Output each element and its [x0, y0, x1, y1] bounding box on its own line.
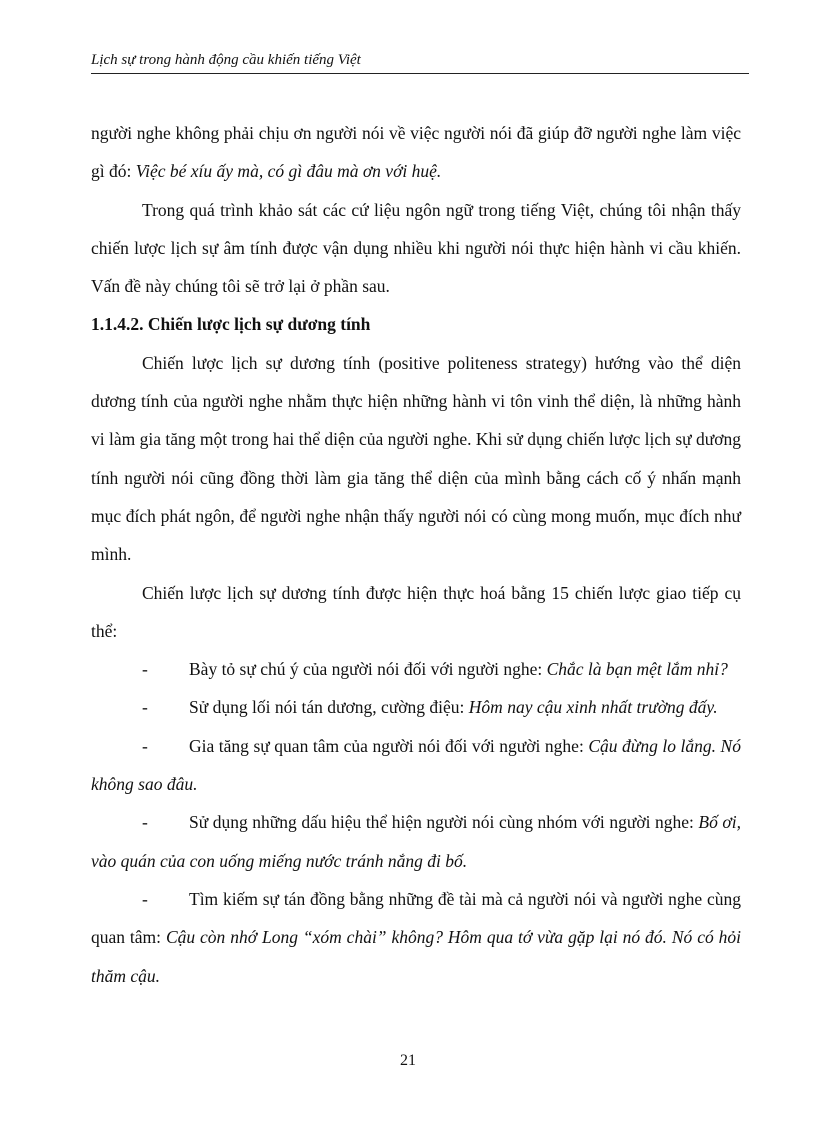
paragraph-text: Chiến lược lịch sự dương tính (positive politeness strategy) hướng vào thể diện dương tính của người nghe nhằm thực hiện những hành vi tôn vinh thể diện, là những hành vi làm gia tăng một trong hai thể diện của người nghe. Khi sử dụng chiến lược lịch sự dương tính người nói cũng đồng thời làm gia tăng thể diện của mình bằng cách cố ý nhấn mạnh mục đích phát ngôn, để người nghe nhận thấy người nói có cùng mong muốn, mục đích như mình. [91, 352, 741, 565]
paragraph-continuation [91, 114, 741, 191]
list-item-text: Bày tỏ sự chú ý của người nói đối với người nghe: [189, 659, 547, 680]
running-header-title: Lịch sự trong hành động cầu khiến tiếng Việt [91, 52, 361, 68]
list-item [91, 727, 741, 804]
paragraph-text: Chiến lược lịch sự dương tính được hiện thực hoá bằng 15 chiến lược giao tiếp cụ thể: [91, 582, 741, 641]
paragraph-strategies-intro [91, 574, 741, 651]
dash-marker: - [142, 659, 148, 680]
document-body [91, 114, 741, 995]
list-item-text: Gia tăng sự quan tâm của người nói đối với người nghe: [189, 735, 589, 756]
list-item-text: Sử dụng những dấu hiệu thể hiện người nói cùng nhóm với người nghe: [189, 812, 699, 833]
list-item [91, 880, 741, 995]
example-quote: Chắc là bạn mệt lắm nhỉ? [546, 659, 728, 680]
page-number [0, 1052, 816, 1070]
dash-marker: - [142, 697, 148, 718]
list-item-text: Tìm kiếm sự tán đồng bằng những đề tài mà cả người nói và người nghe cùng quan tâm: [91, 888, 741, 948]
section-heading-text: 1.1.4.2. Chiến lược lịch sự dương tính [91, 314, 371, 335]
list-item [91, 650, 741, 688]
example-quote: Việc bé xíu ấy mà, có gì đâu mà ơn với huệ. [135, 161, 442, 182]
paragraph-text: người nghe không phải chịu ơn người nói về việc người nói đã giúp đỡ người nghe làm việc gì đó: [91, 123, 741, 182]
list-item-text: Sử dụng lối nói tán dương, cường điệu: [189, 697, 469, 718]
dash-marker: - [142, 888, 148, 909]
dash-marker: - [142, 812, 148, 833]
dash-marker: - [142, 735, 148, 756]
list-item [91, 803, 741, 880]
example-quote: Hôm nay cậu xinh nhất trường đấy. [468, 697, 718, 718]
paragraph-text: Trong quá trình khảo sát các cứ liệu ngôn ngữ trong tiếng Việt, chúng tôi nhận thấy chiến lược lịch sự âm tính được vận dụng nhiều khi người nói thực hiện hành vi cầu khiến. Vấn đề này chúng tôi sẽ trở lại ở phần sau. [91, 199, 741, 297]
example-quote: Bố ơi, vào quán của con uống miếng nước tránh nắng đi bố. [91, 812, 741, 871]
list-item [91, 688, 741, 726]
example-quote: Cậu đừng lo lắng. Nó không sao đâu. [91, 735, 741, 795]
running-header [91, 50, 749, 74]
page-number-text: 21 [400, 1052, 416, 1069]
paragraph-survey [91, 191, 741, 306]
section-heading [91, 305, 741, 343]
paragraph-definition [91, 344, 741, 574]
example-quote: Cậu còn nhớ Long “xóm chài” không? Hôm qua tớ vừa gặp lại nó đó. Nó có hỏi thăm cậu. [91, 927, 741, 986]
